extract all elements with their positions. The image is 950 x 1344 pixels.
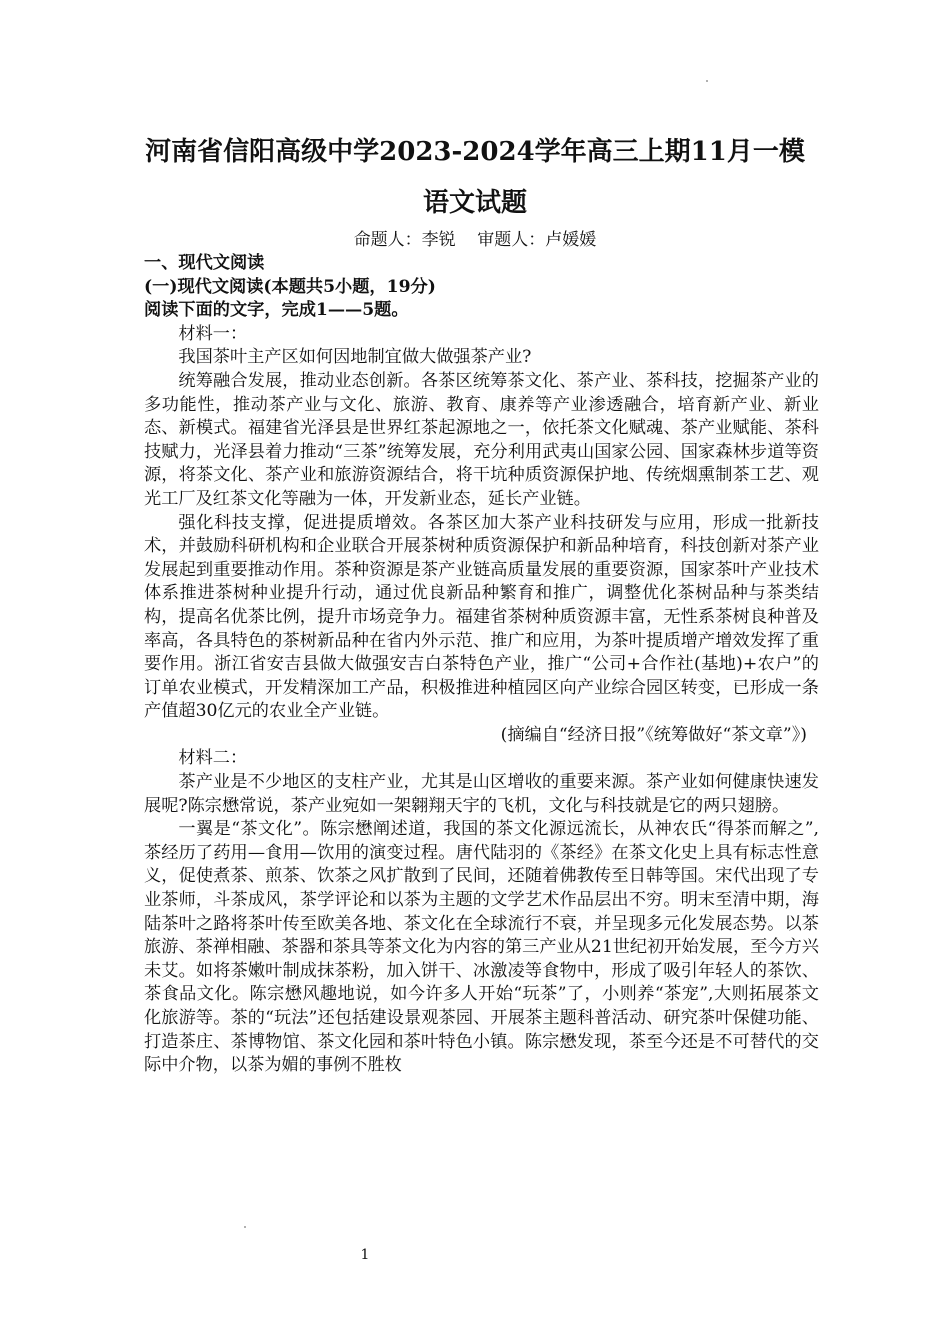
- title-line-2: 语文试题: [422, 188, 527, 218]
- material-1-source: (摘编自“经济日报”《统筹做好“茶文章”》): [500, 724, 807, 745]
- title-line-1: 河南省信阳高级中学2023-2024学年高三上期11月一模: [145, 137, 805, 167]
- author-line: 命题人：李锐 审题人：卢媛媛: [353, 230, 597, 250]
- material-2-paragraph: 茶产业是不少地区的支柱产业，尤其是山区增收的重要来源。茶产业如何健康快速发展呢?陈宗懋常说，茶产业宛如一架翱翔天宇的飞机，文化与科技就是它的两只翅膀。: [144, 772, 819, 816]
- page-number: 1: [360, 1247, 370, 1263]
- material-1-question: 我国茶叶主产区如何因地制宜做大做强茶产业?: [178, 347, 532, 368]
- section-subheading: (一)现代文阅读(本题共5小题，19分): [144, 276, 436, 297]
- material-2-label: 材料二：: [178, 748, 248, 769]
- material-2-paragraph: 一翼是“茶文化”。陈宗懋阐述道，我国的茶文化源远流长，从神农氏“得茶而解之”,茶经历了药用—食用—饮用的演变过程。唐代陆羽的《茶经》在茶文化史上具有标志性意义，促使煮茶、煎茶、饮茶之风扩散到了民间，还随着佛教传至日韩等国。宋代出现了专业茶师，斗茶成风，茶学评论和以茶为主题的文学艺术作品层出不穷。明末至清中期，海陆茶叶之路将茶叶传至欧美各地、茶文化在全球流行不衰，并呈现多元化发展态势。以茶旅游、茶禅相融、茶器和茶具等茶文化为内容的第三产业从21世纪初开始发展，至今方兴未艾。如将茶嫩叶制成抹茶粉，加入饼干、冰激凌等食物中，形成了吸引年轻人的茶饮、茶食品文化。陈宗懋风趣地说，如今许多人开始“玩茶”了，小则养“茶宠”,大则拓展茶文化旅游等。茶的“玩法”还包括建设景观茶园、开展茶主题科普活动、研究茶叶保健功能、打造茶庄、茶博物馆、茶文化园和茶叶特色小镇。陈宗懋发现，茶至今还是不可替代的交际中介物，以茶为媚的事例不胜枚: [144, 819, 819, 1076]
- reading-instruction: 阅读下面的文字，完成1——5题。: [144, 300, 409, 321]
- scan-speck: [244, 1226, 246, 1228]
- material-1-label: 材料一：: [178, 323, 248, 344]
- material-1-paragraph: 强化科技支撑，促进提质增效。各茶区加大茶产业科技研发与应用，形成一批新技术，并鼓励科研机构和企业联合开展茶树种质资源保护和新品种培育，科技创新对茶产业发展起到重要推动作用。茶种资源是茶产业链高质量发展的重要资源，国家茶叶产业技术体系推进茶树种业提升行动，通过优良新品种繁育和推广，调整优化茶树品种与茶类结构，提高名优茶比例，提升市场竞争力。福建省茶树种质资源丰富，无性系茶树良种普及率高，各具特色的茶树新品种在省内外示范、推广和应用，为茶叶提质增产增效发挥了重要作用。浙江省安吉县做大做强安吉白茶特色产业，推广“公司+合作社(基地)+农户”的订单农业模式，开发精深加工产品，积极推进种植园区向产业综合园区转变，已形成一条产值超30亿元的农业全产业链。: [144, 512, 819, 722]
- section-heading: 一、现代文阅读: [144, 253, 265, 273]
- document-body: [144, 252, 819, 1078]
- material-1-paragraph: 统筹融合发展，推动业态创新。各茶区统筹茶文化、茶产业、茶科技，挖掘茶产业的多功能性，推动茶产业与文化、旅游、教育、康养等产业渗透融合，培育新产业、新业态、新模式。福建省光泽县是世界红茶起源地之一，依托茶文化赋魂、茶产业赋能、茶科技赋力，光泽县着力推动“三茶”统筹发展，充分利用武夷山国家公园、国家森林步道等资源，将茶文化、茶产业和旅游资源结合，将干坑种质资源保护地、传统烟熏制茶工艺、观光工厂及红茶文化等融为一体，开发新业态，延长产业链。: [144, 370, 819, 509]
- scan-speck: [706, 80, 708, 82]
